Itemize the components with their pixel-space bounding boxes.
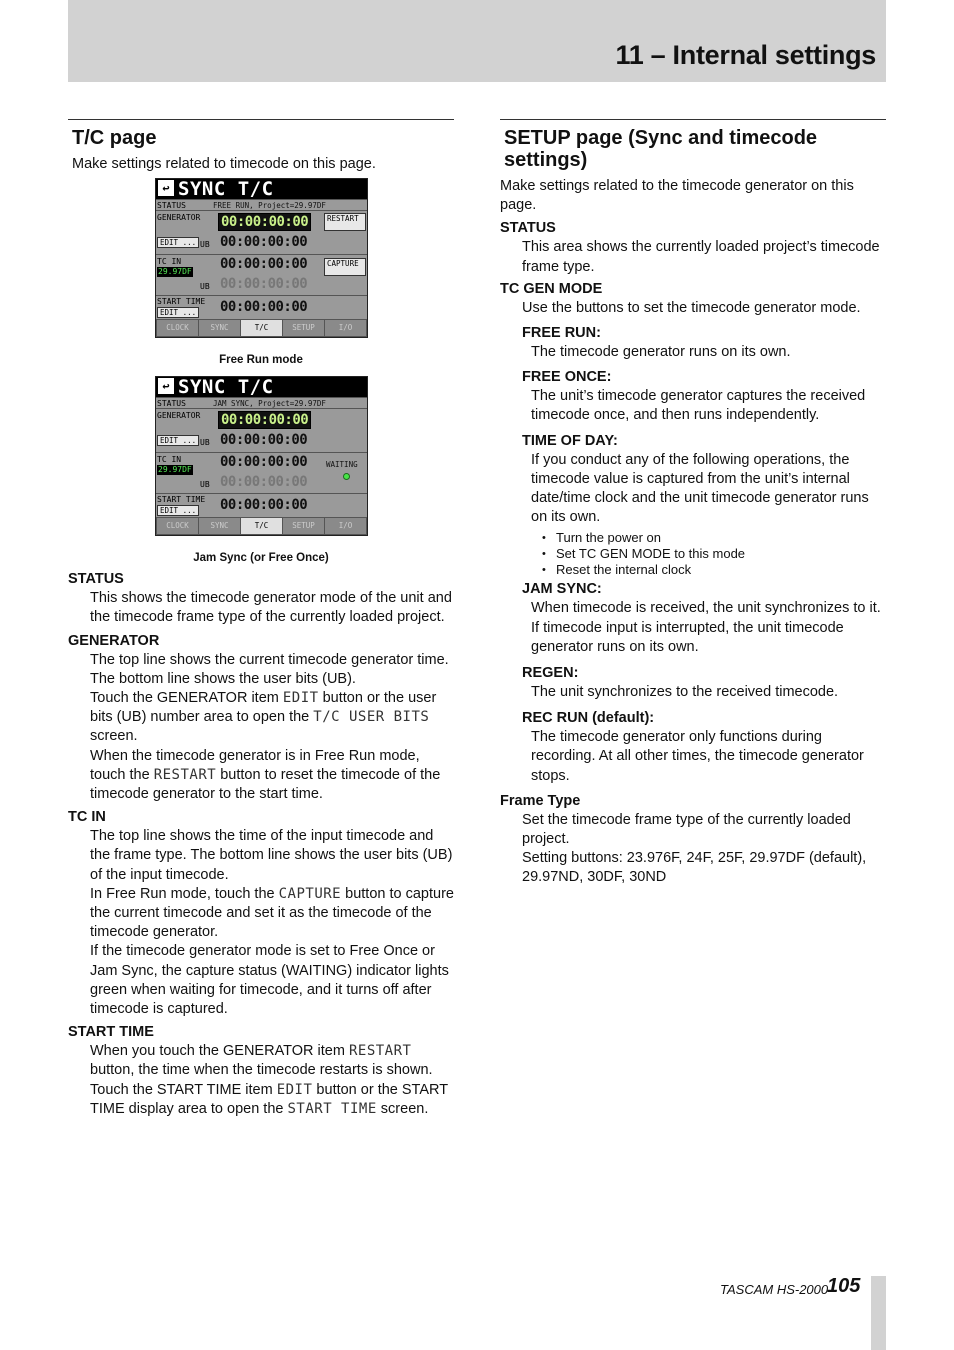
setup-page-intro: Make settings related to the timecode generator on this page. (500, 178, 854, 214)
user-bits-screen-ref: T/C USER BITS (313, 709, 430, 726)
status-body (90, 589, 454, 627)
text: button or the START TIME display area to open the (90, 1081, 448, 1117)
text: Touch the GENERATOR item (90, 690, 283, 707)
tc-in-heading: TC IN (68, 809, 106, 826)
text: button to reset the timecode of the timecode generator to the start time. (90, 766, 441, 803)
screenshot-caption: Free Run mode (219, 354, 303, 367)
ub-label: UB (200, 240, 210, 250)
tc-gen-mode-body (522, 299, 886, 318)
restart-button-ref: RESTART (153, 766, 217, 783)
frame-rate-indicator: 29.97DF (158, 267, 192, 277)
waiting-indicator-label: WAITING (326, 460, 358, 470)
text: screen. (90, 728, 138, 745)
back-arrow-icon[interactable]: ↩ (158, 180, 174, 196)
right-column (500, 119, 886, 888)
frame-type-heading: Frame Type (500, 792, 581, 809)
tc-in-user-bits: 00:00:00:00 (220, 276, 308, 293)
screenshot-caption: Jam Sync (or Free Once) (193, 552, 329, 565)
text: button to capture the current timecode and set it as the timecode of the timecode generator. (90, 885, 454, 941)
start-time-heading: START TIME (68, 1024, 154, 1041)
mode-rec-run: REC RUN (default): (522, 710, 655, 727)
tc-page-intro: Make settings related to timecode on this page. (72, 156, 376, 172)
mode-free-once: FREE ONCE: (522, 369, 612, 386)
tc-in-row (156, 452, 367, 493)
start-time-label: START TIME (157, 495, 206, 505)
tab-io[interactable]: I/O (325, 320, 366, 336)
start-time-timecode[interactable]: 00:00:00:00 (220, 299, 308, 316)
edit-button-ref: EDIT (282, 690, 319, 707)
ub-label: UB (200, 480, 210, 490)
back-arrow-icon[interactable]: ↩ (158, 378, 174, 394)
generator-paragraph-1: The top line shows the current timecode generator time. The bottom line shows the user bits (UB). (90, 651, 449, 687)
generator-row (156, 408, 367, 452)
section-title-setup-page: SETUP page (Sync and timecode settings) (504, 127, 818, 171)
page-number: 105 (827, 1275, 861, 1297)
list-item: • Set TC GEN MODE to this mode (542, 546, 886, 562)
tc-in-label: TC IN (157, 257, 182, 267)
tc-in-body (90, 827, 454, 1019)
start-time-paragraph-1 (90, 1042, 454, 1080)
mode-rec-run-desc: The timecode generator only functions during recording. At all other times, the timecode generator stops. (531, 729, 864, 784)
restart-button[interactable]: RESTART (324, 213, 366, 231)
screen-title: SYNC T/C (178, 178, 274, 201)
lcd-screen (155, 178, 368, 338)
text: When you touch the GENERATOR item (90, 1043, 349, 1060)
mode-free-run-desc: The timecode generator runs on its own. (531, 344, 791, 361)
mode-time-of-day: TIME OF DAY: (522, 432, 618, 449)
waiting-led-icon (343, 473, 350, 480)
text: screen. (376, 1100, 429, 1117)
tc-in-row (156, 254, 367, 295)
ub-label: UB (200, 438, 210, 448)
generator-edit-button[interactable]: EDIT ... (157, 435, 199, 446)
tc-in-timecode: 00:00:00:00 (220, 256, 308, 273)
start-time-label: START TIME (157, 297, 206, 307)
restart-button-ref: RESTART (348, 1043, 412, 1060)
start-time-edit-button[interactable]: EDIT ... (157, 505, 199, 516)
generator-body (90, 651, 454, 805)
screenshot-jam-sync (155, 376, 368, 564)
tc-in-paragraph-1: The top line shows the time of the input timecode and the frame type. The bottom line shows the user bits (UB) of the input timecode. (90, 828, 453, 883)
start-time-row (156, 295, 367, 319)
frame-type-paragraph-1: Set the timecode frame type of the currently loaded project. (522, 811, 851, 848)
mode-regen-desc: The unit synchronizes to the received timecode. (531, 684, 839, 701)
tab-setup[interactable]: SETUP (283, 320, 324, 336)
tc-in-paragraph-3: If the timecode generator mode is set to Free Once or Jam Sync, the capture status (WAITING) indicator lights green when waiting for timecode, and it turns off after timecode is captured. (90, 943, 449, 1018)
capture-button[interactable]: CAPTURE (324, 258, 366, 276)
start-time-row (156, 493, 367, 517)
generator-paragraph-2 (90, 689, 454, 747)
start-time-paragraph-2 (90, 1081, 454, 1119)
frame-type-body (522, 811, 886, 888)
section-rule (68, 119, 454, 120)
tab-io[interactable]: I/O (325, 518, 366, 534)
tc-in-paragraph-2 (90, 885, 454, 943)
status-value: FREE RUN, Project=29.97DF (213, 201, 326, 211)
tc-in-timecode: 00:00:00:00 (220, 454, 308, 471)
mode-jam-sync-desc: When timecode is received, the unit synchronizes to it. If timecode input is interrupted, the unit timecode generator runs on its own. (531, 600, 881, 655)
tab-sync[interactable]: SYNC (199, 320, 240, 336)
generator-label: GENERATOR (157, 411, 201, 421)
screen-tabs (156, 319, 367, 337)
text: In Free Run mode, touch the (90, 885, 279, 902)
text: When the timecode generator is in Free Run mode, touch the (90, 747, 420, 783)
tc-gen-mode-heading: TC GEN MODE (500, 280, 603, 297)
screenshot-free-run (155, 178, 368, 366)
status-heading: STATUS (500, 220, 556, 237)
list-item: • Reset the internal clock (542, 562, 886, 578)
status-label: STATUS (157, 399, 186, 409)
tab-tc[interactable]: T/C (241, 518, 282, 534)
frame-rate-indicator: 29.97DF (158, 465, 192, 475)
tab-sync[interactable]: SYNC (199, 518, 240, 534)
capture-button-ref: CAPTURE (278, 885, 342, 902)
chapter-title: 11 – Internal settings (615, 40, 876, 70)
frame-type-paragraph-2: Setting buttons: 23.976F, 24F, 25F, 29.97DF (default), 29.97ND, 30DF, 30ND (522, 850, 867, 886)
mode-free-once-desc: The unit’s timecode generator captures the received timecode once, and then runs independently. (531, 388, 866, 424)
generator-timecode[interactable]: 00:00:00:00 (218, 411, 311, 429)
tc-gen-mode-paragraph: Use the buttons to set the timecode generator mode. (522, 299, 861, 316)
time-of-day-bullets (542, 530, 886, 578)
mode-free-run: FREE RUN: (522, 325, 601, 342)
mode-time-of-day-desc: If you conduct any of the following operations, the timecode value is captured from the unit’s internal date/time clock and the unit timecode generator runs on its own. (531, 451, 869, 526)
generator-user-bits[interactable]: 00:00:00:00 (220, 234, 308, 251)
generator-heading: GENERATOR (68, 632, 160, 649)
screen-title-bar (156, 377, 367, 397)
status-label: STATUS (157, 201, 186, 211)
edit-button-ref: EDIT (276, 1081, 313, 1098)
text: Touch the START TIME item (90, 1081, 277, 1098)
generator-label: GENERATOR (157, 213, 201, 223)
screen-tabs (156, 517, 367, 535)
start-time-timecode[interactable]: 00:00:00:00 (220, 497, 308, 514)
status-row (156, 199, 367, 210)
status-row (156, 397, 367, 408)
section-rule (500, 119, 886, 120)
generator-edit-button[interactable]: EDIT ... (157, 237, 199, 248)
tab-clock[interactable]: CLOCK (157, 320, 198, 336)
section-title-tc-page: T/C page (72, 127, 157, 149)
start-time-edit-button[interactable]: EDIT ... (157, 307, 199, 318)
status-paragraph: This area shows the currently loaded project’s timecode frame type. (522, 239, 880, 275)
generator-paragraph-3 (90, 747, 454, 805)
status-paragraph: This shows the timecode generator mode of the unit and the timecode frame type of the currently loaded project. (90, 590, 452, 626)
tab-clock[interactable]: CLOCK (157, 518, 198, 534)
tab-tc[interactable]: T/C (241, 320, 282, 336)
start-time-body (90, 1042, 454, 1119)
start-time-screen-ref: START TIME (287, 1100, 377, 1117)
screen-title-bar (156, 179, 367, 199)
screen-title: SYNC T/C (178, 376, 274, 399)
tc-in-user-bits: 00:00:00:00 (220, 474, 308, 491)
lcd-screen (155, 376, 368, 536)
footer-tab (871, 1276, 886, 1350)
mode-regen: REGEN: (522, 665, 579, 682)
status-value: JAM SYNC, Project=29.97DF (213, 399, 326, 409)
list-item: • Turn the power on (542, 530, 886, 546)
ub-label: UB (200, 282, 210, 292)
mode-jam-sync: JAM SYNC: (522, 581, 602, 598)
text: button, the time when the timecode restarts is shown. (90, 1062, 433, 1079)
status-body (522, 238, 886, 276)
footer-brand: TASCAM HS-2000 (720, 1282, 829, 1297)
generator-row (156, 210, 367, 254)
tab-setup[interactable]: SETUP (283, 518, 324, 534)
generator-user-bits[interactable]: 00:00:00:00 (220, 432, 308, 449)
left-column (68, 119, 454, 1119)
status-heading: STATUS (68, 571, 124, 588)
tc-in-label: TC IN (157, 455, 182, 465)
text: button or the user bits (UB) number area to open the (90, 690, 437, 726)
generator-timecode[interactable]: 00:00:00:00 (218, 213, 311, 231)
